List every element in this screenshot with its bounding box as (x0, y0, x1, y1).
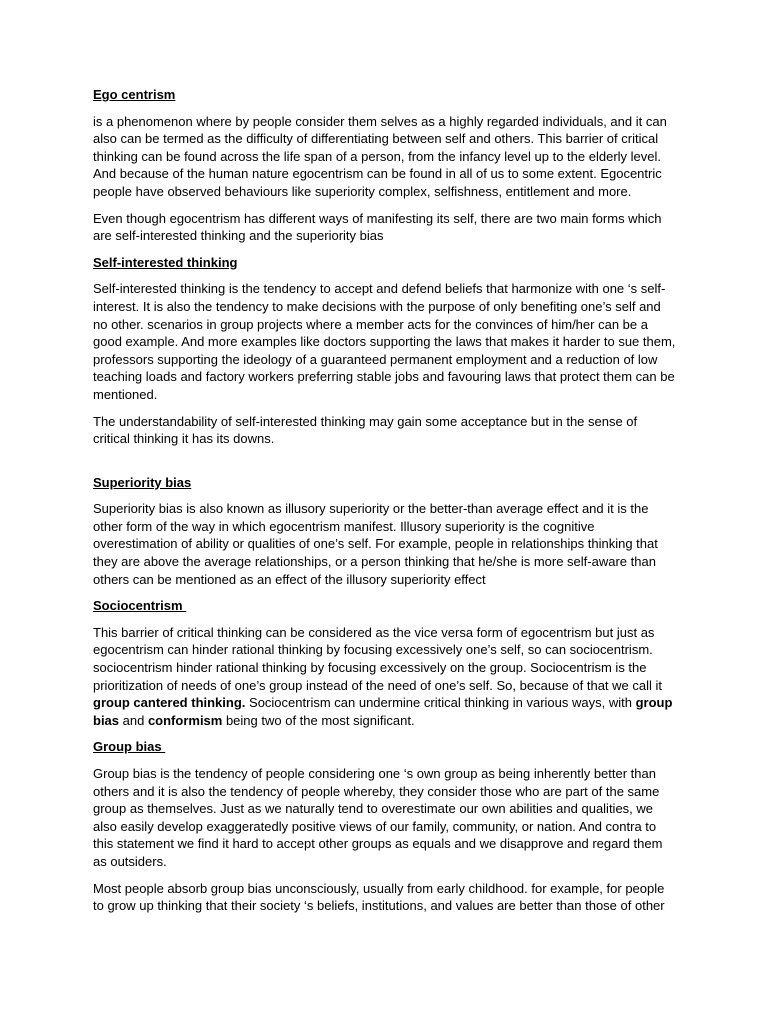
heading-self-interested-thinking: Self-interested thinking (93, 254, 238, 270)
sociocentrism-text-start: This barrier of critical thinking can be considered as the vice versa form of egocentrism but just as egocentrism can hinder rational thinking by focusing excessively one’s self, so can sociocentrism. sociocentrism hinder rational thinking by focusing excessively on the group. Sociocentrism is the prioritization of needs of one’s group instead of the need of one’s self. So, because of that we call it (93, 624, 662, 693)
paragraph-group-bias-childhood: Most people absorb group bias unconsciously, usually from early childhood. for example, for people to grow up thinking that their society ‘s beliefs, institutions, and values are better than those of other (93, 880, 665, 914)
document-page (93, 86, 677, 924)
paragraph-ego-definition: is a phenomenon where by people consider them selves as a highly regarded individuals, and it can also can be termed as the difficulty of differentiating between self and others. This barrier of critical thinking can be found across the life span of a person, from the infancy level up to the elderly level. And because of the human nature egocentrism can be found in all of us to some extent. Egocentric people have observed behaviours like superiority complex, selfishness, entitlement and more. (93, 113, 667, 199)
paragraph-self-interested-downs: The understandability of self-interested thinking may gain some acceptance but in the sense of critical thinking it has its downs. (93, 413, 638, 447)
heading-group-bias: Group bias (93, 739, 166, 755)
sociocentrism-text-end: being two of the most significant. (222, 712, 415, 728)
paragraph-ego-forms: Even though egocentrism has different ways of manifesting its self, there are two main forms which are self-interested thinking and the superiority bias (93, 210, 662, 244)
paragraph-self-interested-definition: Self-interested thinking is the tendency to accept and defend beliefs that harmonize with one ‘s self-interest. It is also the tendency to make decisions with the purpose of only benefiting one’s self and no other. scenarios in group projects where a member acts for the convinces of him/her can be a good example. And more examples like doctors supporting the laws that makes it harder to sue them, professors supporting the ideology of a guaranteed permanent employment and a reduction of low teaching loads and factory workers preferring stable jobs and favouring laws that protect them can be mentioned. (93, 281, 676, 402)
bold-group-bias: group bias (93, 695, 673, 728)
paragraph-sociocentrism (93, 624, 677, 730)
sociocentrism-text-mid: Sociocentrism can undermine critical thinking in various ways, with (245, 695, 636, 711)
heading-sociocentrism: Sociocentrism (93, 598, 187, 614)
paragraph-group-bias-definition: Group bias is the tendency of people considering one ‘s own group as being inherently better than others and it is also the tendency of people whereby, they consider those who are part of the same group as themselves. Just as we naturally tend to overestimate our own abilities and qualities, we also easily develop exaggeratedly positive views of our family, community, or nation. And contra to this statement we find it hard to accept other groups as equals and we disapprove and regard them as outsiders. (93, 766, 663, 869)
heading-superiority-bias: Superiority bias (93, 474, 192, 490)
paragraph-superiority-bias: Superiority bias is also known as illusory superiority or the better-than average effect and it is the other form of the way in which egocentrism manifest. Illusory superiority is the cognitive overestimation of ability or qualities of one’s self. For example, people in relationships thinking that they are above the average relationships, or a person thinking that he/she is more self-aware than others can be mentioned as an effect of the illusory superiority effect (93, 501, 658, 587)
bold-conformism: conformism (147, 712, 223, 728)
heading-ego-centrism: Ego centrism (93, 87, 176, 102)
blank-line (93, 457, 677, 474)
bold-group-cantered-thinking: group cantered thinking. (93, 695, 246, 711)
sociocentrism-text-and: and (119, 712, 148, 728)
